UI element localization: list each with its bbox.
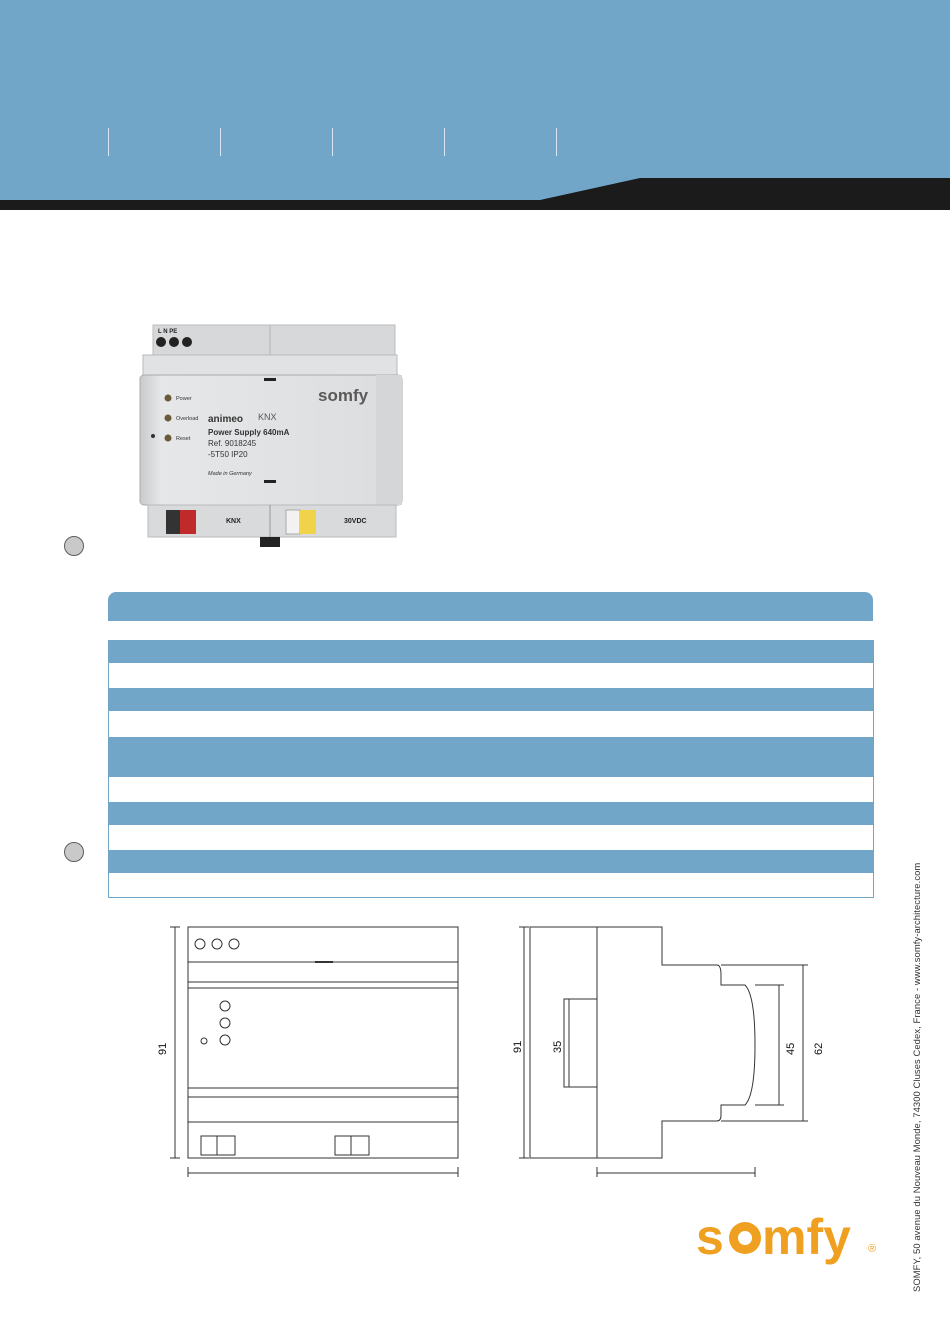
spec-row (109, 873, 873, 897)
terminal-labels: L N PE (158, 329, 178, 335)
spec-row (109, 737, 873, 777)
nav-tab-4[interactable] (444, 128, 556, 156)
led-label-reset: Reset (176, 436, 191, 442)
nav-tab-2[interactable] (220, 128, 332, 156)
nav-tab-3[interactable] (332, 128, 444, 156)
device-brand: somfy (318, 386, 369, 405)
somfy-logo (696, 1208, 881, 1268)
device-line5: Made in Germany (208, 471, 252, 477)
device-line3: Ref. 9018245 (208, 439, 257, 448)
spec-row (109, 688, 873, 711)
side-rail-label: 35 (552, 1040, 564, 1053)
spec-row (109, 825, 873, 850)
section-bullet-2 (64, 842, 84, 862)
dimension-drawing-front (150, 915, 470, 1185)
logo-registered-mark: ® (868, 1243, 877, 1255)
nav-tab-5[interactable] (556, 128, 668, 156)
spec-row (109, 802, 873, 825)
side-height-label: 91 (512, 1040, 524, 1053)
spec-row (109, 641, 873, 663)
side-inner-label: 45 (785, 1042, 797, 1055)
page-header (0, 0, 950, 210)
led-label-power: Power (176, 396, 192, 402)
front-height-label: 91 (157, 1042, 169, 1055)
logo-text-right: mfy (762, 1209, 851, 1265)
footer-address: SOMFY, 50 avenue du Nouveau Monde, 74300 Cluses Cedex, France - www.somfy-architecture.com (911, 862, 922, 1292)
side-depth-label: 62 (813, 1042, 825, 1055)
device-bottom-knx: KNX (226, 518, 241, 525)
nav-tab-1[interactable] (108, 128, 220, 156)
product-photo (108, 320, 418, 550)
logo-text-left: s (696, 1209, 724, 1265)
spec-row (109, 711, 873, 737)
spec-table-header (108, 592, 873, 621)
header-banner (0, 0, 950, 210)
device-line4: -5T50 IP20 (208, 450, 248, 459)
device-line2: Power Supply 640mA (208, 428, 290, 437)
spec-row (109, 850, 873, 873)
spec-row (109, 777, 873, 802)
device-line1-suffix: KNX (258, 412, 277, 422)
header-nav-tabs (108, 128, 668, 156)
device-bottom-30vdc: 30VDC (344, 518, 367, 525)
dimension-drawing-side (505, 915, 840, 1185)
led-label-overload: Overload (176, 416, 199, 422)
section-bullet-1 (64, 536, 84, 556)
device-line1: animeo (208, 414, 244, 425)
spec-row (109, 663, 873, 688)
spec-table (108, 640, 874, 898)
